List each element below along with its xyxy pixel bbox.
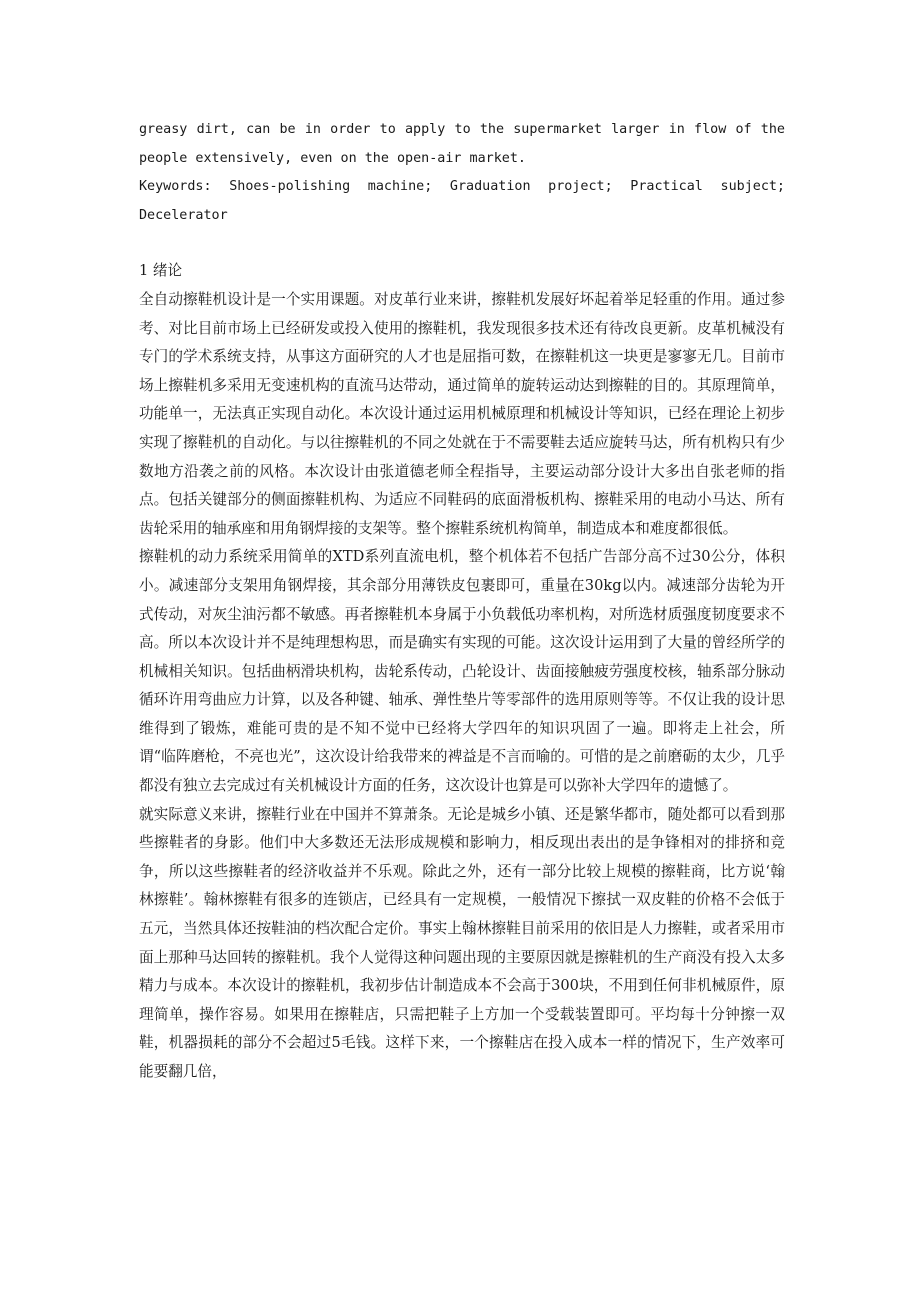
document-page [139, 116, 785, 1087]
keywords-line: Keywords: Shoes-polishing machine; Graduation project; Practical subject; Decelerator [139, 179, 785, 223]
abstract-tail: greasy dirt, can be in order to apply to the supermarket larger in flow of the people extensively, even on the open-air market. [139, 122, 785, 166]
body-paragraph: 擦鞋机的动力系统采用简单的XTD系列直流电机，整个机体若不包括广告部分高不过30公分，体积小。减速部分支架用角钢焊接，其余部分用薄铁皮包裹即可，重量在30kg以内。减速部分齿轮为开式传动，对灰尘油污都不敏感。再者擦鞋机本身属于小负载低功率机构，对所选材质强度韧度要求不高。所以本次设计并不是纯理想构思，而是确实有实现的可能。这次设计运用到了大量的曾经所学的机械相关知识。包括曲柄滑块机构，齿轮系传动，凸轮设计、齿面接触疲劳强度校核，轴系部分脉动循环许用弯曲应力计算，以及各种键、轴承、弹性垫片等零部件的选用原则等等。不仅让我的设计思维得到了锻炼，难能可贵的是不知不觉中已经将大学四年的知识巩固了一遍。即将走上社会，所谓“临阵磨枪，不亮也光”，这次设计给我带来的裨益是不言而喻的。可惜的是之前磨砺的太少，几乎都没有独立去完成过有关机械设计方面的任务，这次设计也算是可以弥补大学四年的遗憾了。 [139, 548, 785, 795]
section-heading: 1 绪论 [139, 262, 183, 280]
blank-line [139, 230, 785, 257]
body-paragraph: 就实际意义来讲，擦鞋行业在中国并不算萧条。无论是城乡小镇、还是繁华都市，随处都可以看到那些擦鞋者的身影。他们中大多数还无法形成规模和影响力，相反现出表出的是争锋相对的排挤和竞争，所以这些擦鞋者的经济收益并不乐观。除此之外，还有一部分比较上规模的擦鞋商，比方说‘翰林擦鞋’。翰林擦鞋有很多的连锁店，已经具有一定规模，一般情况下擦拭一双皮鞋的价格不会低于五元，当然具体还按鞋油的档次配合定价。事实上翰林擦鞋目前采用的依旧是人力擦鞋，或者采用市面上那种马达回转的擦鞋机。我个人觉得这种问题出现的主要原因就是擦鞋机的生产商没有投入太多精力与成本。本次设计的擦鞋机，我初步估计制造成本不会高于300块，不用到任何非机械原件，原理简单，操作容易。如果用在擦鞋店，只需把鞋子上方加一个受载装置即可。平均每十分钟擦一双鞋，机器损耗的部分不会超过5毛钱。这样下来，一个擦鞋店在投入成本一样的情况下，生产效率可能要翻几倍， [139, 805, 785, 1080]
body-paragraph: 全自动擦鞋机设计是一个实用课题。对皮革行业来讲，擦鞋机发展好坏起着举足轻重的作用。通过参考、对比目前市场上已经研发或投入使用的擦鞋机，我发现很多技术还有待改良更新。皮革机械没有专门的学术系统支持，从事这方面研究的人才也是屈指可数，在擦鞋机这一块更是寥寥无几。目前市场上擦鞋机多采用无变速机构的直流马达带动，通过简单的旋转运动达到擦鞋的目的。其原理简单，功能单一，无法真正实现自动化。本次设计通过运用机械原理和机械设计等知识，已经在理论上初步实现了擦鞋机的自动化。与以往擦鞋机的不同之处就在于不需要鞋去适应旋转马达，所有机构只有少数地方沿袭之前的风格。本次设计由张道德老师全程指导，主要运动部分设计大多出自张老师的指点。包括关键部分的侧面擦鞋机构、为适应不同鞋码的底面滑板机构、擦鞋采用的电动小马达、所有齿轮采用的轴承座和用角钢焊接的支架等。整个擦鞋系统机构简单，制造成本和难度都很低。 [139, 290, 785, 537]
